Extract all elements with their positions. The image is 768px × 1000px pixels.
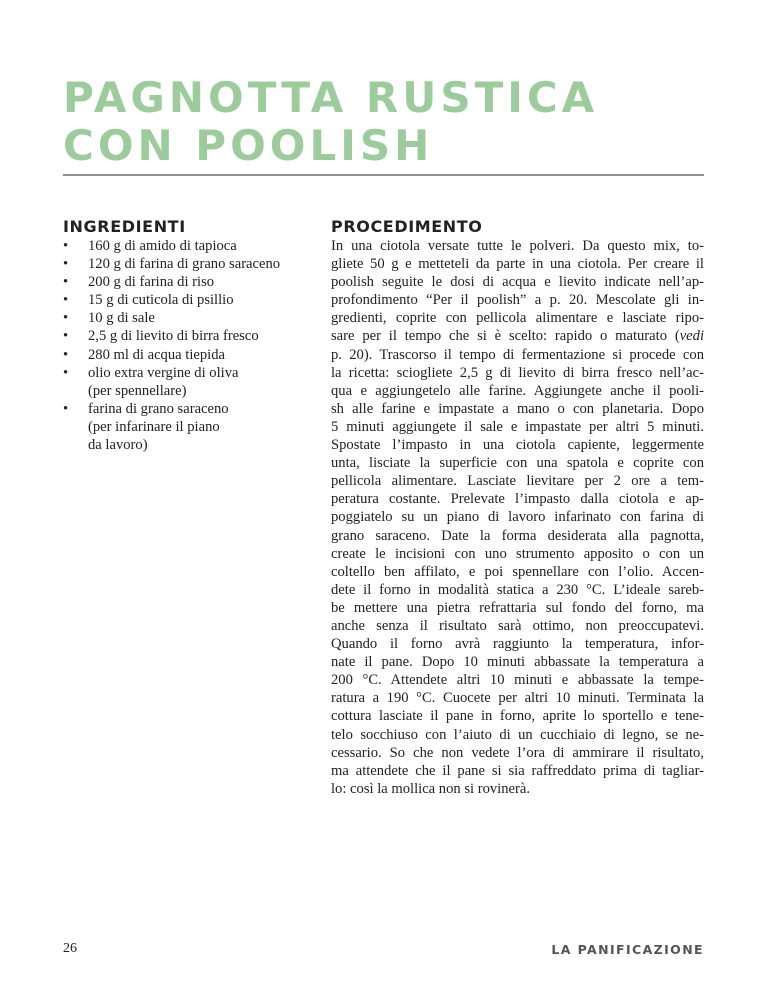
ingredient-text: olio extra vergine di oliva — [88, 364, 239, 381]
ingredient-item — [63, 273, 313, 291]
ingredient-item — [63, 364, 313, 400]
ingredient-text: farina di grano saraceno — [88, 400, 229, 417]
ingredient-text: 15 g di cuticola di psillio — [88, 292, 234, 309]
ingredient-item — [63, 237, 313, 255]
section-name: LA PANIFICAZIONE — [551, 942, 704, 957]
bullet-icon: • — [63, 274, 69, 291]
recipe-title-line-1: PAGNOTTA RUSTICA — [63, 73, 599, 122]
bullet-icon: • — [63, 310, 69, 327]
ingredients-list — [63, 237, 313, 454]
procedure-line: Spostate l’impasto in una ciotola capiente, leggermente — [331, 437, 704, 454]
recipe-title-line-2: CON POOLISH — [63, 121, 434, 170]
ingredients-heading: INGREDIENTI — [63, 217, 186, 236]
procedure-line: dete il forno in modalità statica a 230 °C. L’ideale sareb- — [331, 581, 704, 598]
procedure-line: coltello ben affilato, e poi spennellare con l’olio. Accen- — [331, 563, 704, 580]
title-divider — [63, 174, 704, 176]
procedure-line: telo socchiuso con l’aiuto di un cucchiaio di legno, se ne- — [331, 726, 704, 743]
procedure-line: anche senza il risultato sarà ottimo, non preoccupatevi. — [331, 617, 704, 634]
ingredient-text: (per spennellare) — [88, 382, 187, 399]
ingredient-text: da lavoro) — [88, 437, 148, 454]
procedure-line: sare per il tempo che si è scelto: rapido o maturato (vedi — [331, 328, 704, 345]
procedure-line: poolish seguite le dosi di acqua e lievito indicate nell’ap- — [331, 274, 704, 291]
procedure-line: 5 minuti aggiungete il sale e impastate per altri 5 minuti. — [331, 418, 704, 435]
ingredient-item — [63, 291, 313, 309]
procedure-line: gredienti, coprite con pellicola alimentare e lasciate ripo- — [331, 310, 704, 327]
ingredient-text: 2,5 g di lievito di birra fresco — [88, 328, 259, 345]
procedure-line: ratura a 190 °C. Cuocete per altri 10 minuti. Terminata la — [331, 690, 704, 707]
bullet-icon: • — [63, 238, 69, 254]
procedure-line: ma attendete che il pane si sia raffreddato prima di tagliar- — [331, 762, 704, 779]
procedure-line: pellicola alimentare. Lasciate lievitare per 2 ore a tem- — [331, 473, 704, 490]
ingredient-text: 120 g di farina di grano saraceno — [88, 256, 281, 273]
procedure-line: profondimento “Per il poolish” a p. 20. Mescolate gli in- — [331, 292, 704, 309]
procedure-line: nate il pane. Dopo 10 minuti abbassate la temperatura a — [331, 654, 704, 671]
ingredient-text: 280 ml di acqua tiepida — [88, 346, 225, 363]
procedure-line: p. 20). Trascorso il tempo di fermentazione si procede con — [331, 346, 704, 363]
ingredient-item — [63, 327, 313, 345]
bullet-icon: • — [63, 328, 69, 345]
procedure-line: create le incisioni con uno strumento apposito o con un — [331, 545, 704, 562]
bullet-icon: • — [63, 292, 69, 309]
ingredient-item — [63, 309, 313, 327]
ingredient-text: 10 g di sale — [88, 310, 155, 327]
procedure-line: In una ciotola versate tutte le polveri. Da questo mix, to- — [331, 238, 704, 254]
procedure-line: la ricetta: sciogliete 2,5 g di lievito di birra fresco nell’ac- — [331, 364, 704, 381]
procedure-line: poggiatelo su un piano di lavoro infarinato con farina di — [331, 509, 704, 526]
procedure-line: qua e aggiungetelo alle farine. Aggiungete anche il pooli- — [331, 382, 704, 399]
procedure-line: unta, lisciate la superficie con una spatola e coprite con — [331, 455, 704, 472]
procedure-line: be mettere una pietra refrattaria sul fondo del forno, ma — [331, 599, 704, 616]
procedure-line: cottura lasciate il pane in forno, aprite lo sportello e tene- — [331, 708, 704, 725]
emphasis-text: vedi — [679, 328, 704, 345]
procedure-line: peratura costante. Prelevate l’impasto dalla ciotola e ap- — [331, 491, 704, 508]
procedure-line: gliete 50 g e metteteli da parte in una ciotola. Per creare il — [331, 256, 704, 273]
procedure-line: Quando il forno avrà raggiunto la temperatura, infor- — [331, 636, 704, 653]
procedure-line: sh alle farine e impastate a mano o con planetaria. Dopo — [331, 400, 704, 417]
recipe-title — [63, 74, 598, 170]
bullet-icon: • — [63, 346, 69, 363]
bullet-icon: • — [63, 364, 69, 381]
bullet-icon: • — [63, 400, 69, 417]
procedure-line: 200 °C. Attendete altri 10 minuti e abbassate la tempe- — [331, 672, 704, 689]
page-number: 26 — [63, 941, 77, 956]
procedure-line: grano saraceno. Date la forma desiderata alla pagnotta, — [331, 527, 704, 544]
ingredient-item — [63, 400, 313, 454]
procedure-text — [331, 237, 704, 798]
procedure-line: cessario. So che non vedete l’ora di ammirare il risultato, — [331, 744, 704, 761]
ingredient-item — [63, 255, 313, 273]
ingredient-text: 160 g di amido di tapioca — [88, 238, 237, 254]
procedure-line: lo: così la mollica non si rovinerà. — [331, 780, 530, 797]
procedure-heading: PROCEDIMENTO — [331, 217, 483, 236]
ingredient-text: 200 g di farina di riso — [88, 274, 215, 291]
bullet-icon: • — [63, 256, 69, 273]
ingredient-item — [63, 346, 313, 364]
ingredient-text: (per infarinare il piano — [88, 418, 220, 435]
